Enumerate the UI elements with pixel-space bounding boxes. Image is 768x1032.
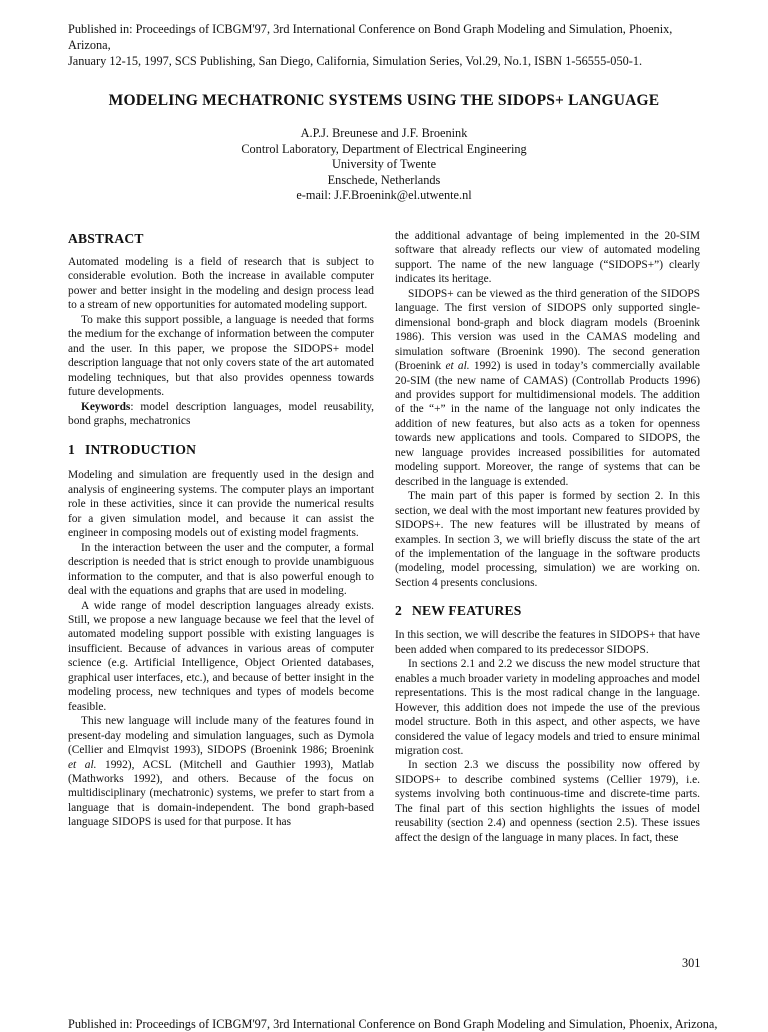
intro-paragraph: A wide range of model description languages already exists. Still, we propose a new language because we feel that the level of automated modeling support possible with existing languages is insufficient. Because of advances in various areas of computer science (e.g. Artificial Intelligence, Object Oriented databases, graphical user interfaces, etc.), and because of better insight in the modeling process, new techniques and types of models become feasible. — [68, 599, 374, 713]
section-title: INTRODUCTION — [85, 442, 197, 458]
abstract-paragraph: Automated modeling is a field of research that is subject to considerable evolution. Both the increase in available computer power and better insight in the modeling and design process lead to a stream of new opportunities for automated modeling support. — [68, 256, 374, 312]
page-number: 301 — [682, 956, 701, 970]
abstract-heading: ABSTRACT — [68, 231, 144, 246]
keywords-label: Keywords — [81, 400, 131, 413]
keywords-text: : model description languages, model reusability, bond graphs, mechatronics — [68, 400, 374, 427]
et-al: et al. — [68, 758, 97, 771]
authors: A.P.J. Breunese and J.F. Broenink — [300, 126, 468, 140]
left-column — [68, 231, 374, 830]
new-features-paragraph: In sections 2.1 and 2.2 we discuss the new model structure that enables a much broader variety in modeling approaches and model representations. This is the most radical change in the language. However, this addition does not impede the use of the previous model structure. Both in this aspect, and other aspects, we have considered the value of legacy models and tried to ensure minimal migration cost. — [395, 658, 700, 757]
section-number: 2 — [395, 603, 402, 619]
intro-paragraph — [395, 287, 700, 489]
intro-paragraph-continued: the additional advantage of being implemented in the 20-SIM software that already reflects our view of automated modeling support. The name of the new language (“SIDOPS+”) clearly indicates its heritage. — [395, 230, 700, 286]
intro-paragraph: The main part of this paper is formed by section 2. In this section, we deal with the most important new features provided by SIDOPS+. The new features will be illustrated by means of examples. In section 3, we will briefly discuss the state of the art of the implementation of the language in the software products (modeling, model processing, simulation) we are working on. Section 4 presents conclusions. — [395, 490, 700, 589]
new-features-paragraph: In section 2.3 we discuss the possibility now offered by SIDOPS+ to describe combined systems (Cellier 1979), i.e. systems involving both continuous-time and discrete-time parts. The final part of this section highlights the issues of model reusability (section 2.4) and openness (section 2.5). These issues affect the design of the language in many places. In fact, these — [395, 759, 700, 844]
abstract-paragraph: To make this support possible, a language is needed that forms the medium for the exchange of information between the computer and the user. In this paper, we propose the SIDOPS+ model description language that not only covers state of the art automated modeling techniques, but that also provides openness towards future developments. — [68, 313, 374, 399]
et-al: et al. — [445, 360, 470, 373]
section-number: 1 — [68, 442, 75, 458]
text-run: 1992) is used in today’s commercially available 20-SIM (the new name of CAMAS) (Controllab Products 1996) and provides support for multidimensional models. The addition of the “+” in the name of the language not only indicates the addition of new features, but also acts as a token for openness towards new applications and tools. Compared to SIDOPS, the new language provides increased possibilities for automated modeling support. Moreover, the range of systems that can be described in the language is extended. — [395, 360, 700, 488]
introduction-heading — [68, 442, 374, 458]
right-column — [395, 229, 700, 845]
paper-title: MODELING MECHATRONIC SYSTEMS USING THE SIDOPS+ LANGUAGE — [108, 92, 660, 109]
new-features-heading — [395, 603, 700, 619]
contact-email: e-mail: J.F.Broenink@el.utwente.nl — [296, 188, 472, 203]
intro-paragraph — [68, 714, 374, 830]
new-features-paragraph: In this section, we will describe the features in SIDOPS+ that have been added when compared to its predecessor SIDOPS. — [395, 629, 700, 656]
footer-publication-info: Published in: Proceedings of ICBGM'97, 3rd International Conference on Bond Graph Modeling and Simulation, Phoenix, Arizona, — [68, 1017, 718, 1031]
author-block — [0, 126, 768, 204]
publication-info: Published in: Proceedings of ICBGM'97, 3rd International Conference on Bond Graph Modeling and Simulation, Phoenix, Arizona, January 12-15, 1997, SCS Publishing, San Diego, California, Simulation Series, Vol.29, No.1, ISBN 1-56555-050-1. — [68, 22, 673, 68]
section-title: NEW FEATURES — [412, 603, 522, 619]
intro-paragraph: Modeling and simulation are frequently used in the design and analysis of engineering systems. The computer plays an important role in these activities, since it can provide the numerical results for a given simulation model, and because it can assist the engineer in composing models out of existing model fragments. — [68, 469, 374, 540]
intro-paragraph: In the interaction between the user and the computer, a formal description is needed that is strict enough to provide unambiguous information to the computer, and that is also powerful enough to deal with the equations and graphs that are used in modeling. — [68, 541, 374, 598]
text-run: This new language will include many of the features found in present-day modeling and simulation languages, such as Dymola (Cellier and Elmqvist 1993), SIDOPS (Broenink 1986; Broenink — [68, 715, 374, 757]
text-run: SIDOPS+ can be viewed as the third generation of the SIDOPS language. The first version of SIDOPS only supported single-dimensional bond-graph and block diagram models (Broenink 1986). This version was used in the CAMAS modeling and simulation software (Broenink 1990). The second generation (Broenink — [395, 287, 700, 373]
affiliation-line: Enschede, Netherlands — [327, 172, 441, 187]
text-run: 1992), ACSL (Mitchell and Gauthier 1993), Matlab (Mathworks 1992), and others. Because of the focus on multidisciplinary (mechatronic) systems, we prefer to start from a language that is domain-independent. The bond graph-based language SIDOPS is used for that purpose. It has — [68, 758, 375, 829]
affiliation-line: Control Laboratory, Department of Electrical Engineering — [241, 141, 527, 156]
keywords — [68, 400, 374, 429]
affiliation-line: University of Twente — [331, 157, 437, 172]
